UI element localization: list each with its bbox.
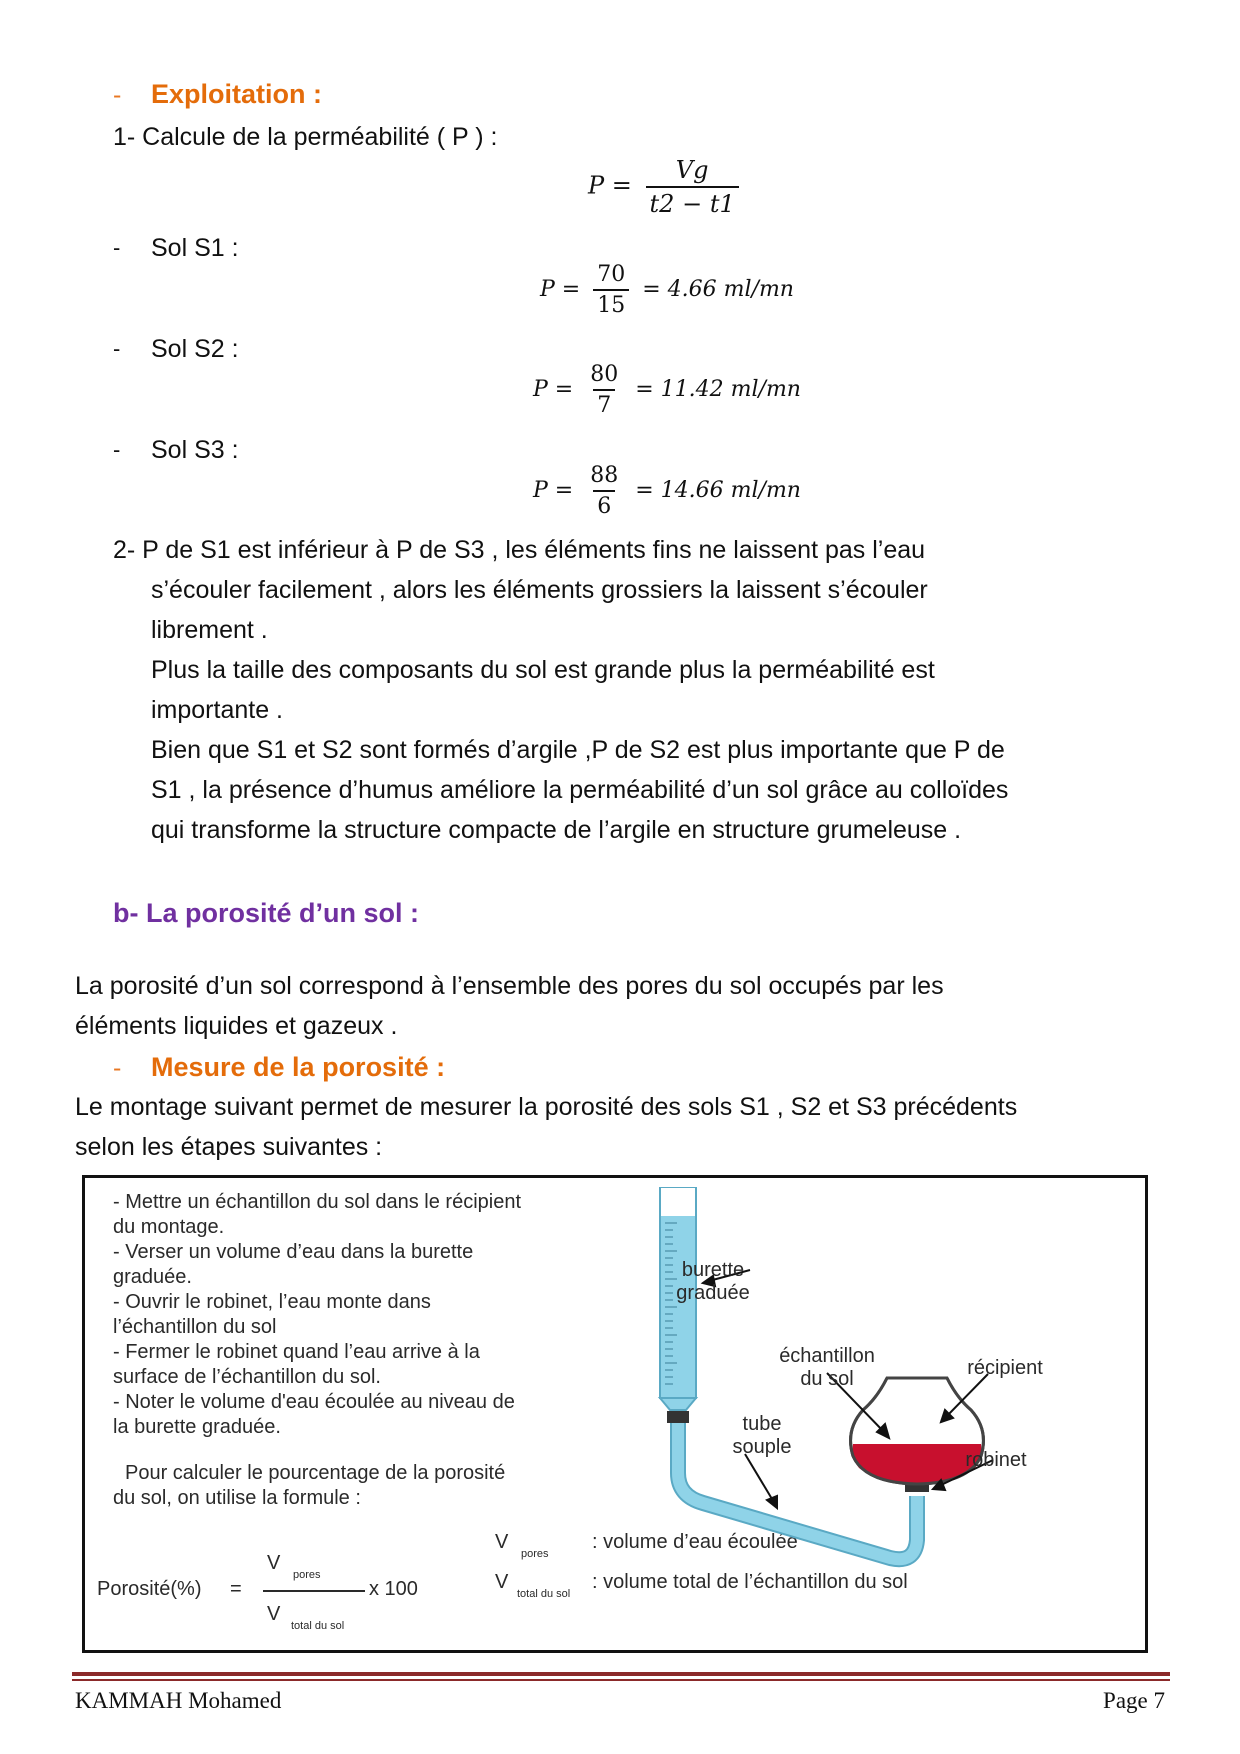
calc-fraction	[586, 463, 622, 519]
intro-line: selon les étapes suivantes :	[75, 1133, 383, 1161]
bullet-dash: -	[113, 437, 121, 462]
label-tube-line2: souple	[732, 1436, 792, 1458]
answer-2-line: S1 , la présence d’humus améliore la perméabilité d’un sol grâce au colloïdes	[151, 776, 1009, 804]
footer-rule-thin	[72, 1679, 1170, 1681]
legend-symbol-sub: total du sol	[517, 1588, 571, 1600]
calc-result: = 11.42 ml/mn	[635, 377, 801, 402]
porosity-formula-denominator-sub: total du sol	[291, 1620, 345, 1632]
soil-label: Sol S1 :	[151, 234, 239, 262]
pointer-tube	[745, 1454, 775, 1504]
figure-calc-intro-line: Pour calculer le pourcentage de la porosité	[125, 1462, 506, 1484]
figure-step-line: la burette graduée.	[113, 1416, 281, 1438]
bullet-dash: -	[113, 1054, 122, 1082]
porosity-formula-numerator: V	[267, 1552, 281, 1574]
figure-step-line: du montage.	[113, 1216, 225, 1238]
figure-calc-intro-line: du sol, on utilise la formule :	[113, 1487, 361, 1509]
calc-denominator: 15	[593, 289, 629, 318]
legend-symbol: V	[495, 1571, 509, 1593]
porosity-formula-multiplier: x 100	[369, 1578, 418, 1600]
figure-step-line: - Verser un volume d’eau dans la burette	[113, 1241, 474, 1263]
calc-fraction	[586, 362, 622, 418]
porosity-formula-label: Porosité(%)	[97, 1578, 202, 1600]
figure-step-line: graduée.	[113, 1266, 192, 1288]
definition-line: éléments liquides et gazeux .	[75, 1012, 398, 1040]
answer-2-line: Plus la taille des composants du sol est grande plus la perméabilité est	[151, 656, 935, 684]
calc-result: = 14.66 ml/mn	[635, 478, 801, 503]
section-heading-porosity: b- La porosité d’un sol :	[113, 898, 419, 928]
porosity-formula-equals: =	[230, 1578, 242, 1600]
burette-clamp	[667, 1411, 689, 1423]
answer-2-line: s’écouler facilement , alors les éléments grossiers la laissent s’écouler	[151, 576, 928, 604]
bullet-dash: -	[113, 235, 121, 260]
calc-lhs: P =	[540, 277, 581, 302]
formula-lhs: P =	[588, 171, 632, 200]
soil-s3-calculation	[533, 463, 801, 519]
figure-step-line: l’échantillon du sol	[113, 1316, 277, 1338]
label-tap: robinet	[965, 1449, 1027, 1471]
footer-page-number: Page 7	[1103, 1688, 1165, 1713]
bullet-dash: -	[113, 81, 122, 109]
answer-2-line: 2- P de S1 est inférieur à P de S3 , les éléments fins ne laissent pas l’eau	[113, 536, 926, 564]
definition-line: La porosité d’un sol correspond à l’ensemble des pores du sol occupés par les	[75, 972, 944, 1000]
label-tube: tube	[742, 1413, 782, 1435]
legend-text: : volume total de l’échantillon du sol	[592, 1571, 908, 1593]
figure-step-line: - Ouvrir le robinet, l’eau monte dans	[113, 1291, 431, 1313]
answer-2-line: importante .	[151, 696, 284, 724]
formula-fraction	[646, 156, 739, 218]
soil-s1-calculation	[540, 262, 794, 318]
section-heading-exploitation: Exploitation :	[151, 79, 322, 109]
calc-numerator: 80	[590, 362, 619, 387]
question-1: 1- Calcule de la perméabilité ( P ) :	[113, 123, 498, 151]
calc-denominator: 7	[593, 389, 615, 418]
formula-denominator: t2 − t1	[646, 186, 739, 218]
soil-label: Sol S2 :	[151, 335, 239, 363]
calc-result: = 4.66 ml/mn	[642, 277, 794, 302]
permeability-formula	[588, 156, 745, 218]
soil-label: Sol S3 :	[151, 436, 239, 464]
label-sample: échantillon	[779, 1345, 875, 1367]
subheading-measure: Mesure de la porosité :	[151, 1052, 446, 1082]
bullet-dash: -	[113, 336, 121, 361]
calc-numerator: 70	[597, 262, 626, 287]
porosity-figure	[82, 1175, 1148, 1653]
answer-2-line: qui transforme la structure compacte de l’argile en structure grumeleuse .	[151, 816, 962, 844]
soil-s2-calculation	[533, 362, 801, 418]
figure-step-line: surface de l’échantillon du sol.	[113, 1366, 381, 1388]
porosity-apparatus-drawing	[85, 1178, 1145, 1650]
legend-symbol-sub: pores	[521, 1548, 549, 1560]
calc-fraction	[593, 262, 629, 318]
figure-step-line: - Fermer le robinet quand l’eau arrive à la	[113, 1341, 480, 1363]
calc-lhs: P =	[533, 478, 574, 503]
porosity-formula-denominator: V	[267, 1603, 281, 1625]
figure-step-line: - Mettre un échantillon du sol dans le récipient	[113, 1191, 522, 1213]
porosity-formula-numerator-sub: pores	[293, 1569, 321, 1581]
label-burette: burette	[681, 1259, 745, 1281]
answer-2-line: librement .	[151, 616, 268, 644]
burette-top	[660, 1188, 696, 1216]
figure-step-line: - Noter le volume d'eau écoulée au niveau de	[113, 1391, 515, 1413]
calc-lhs: P =	[533, 377, 574, 402]
legend-symbol: V	[495, 1531, 509, 1553]
label-container: récipient	[967, 1357, 1043, 1379]
label-burette-line2: graduée	[676, 1282, 750, 1304]
answer-2-line: Bien que S1 et S2 sont formés d’argile ,P de S2 est plus importante que P de	[151, 736, 1005, 764]
footer-author: KAMMAH Mohamed	[75, 1688, 282, 1713]
intro-line: Le montage suivant permet de mesurer la porosité des sols S1 , S2 et S3 précédents	[75, 1093, 1018, 1121]
calc-denominator: 6	[593, 490, 615, 519]
legend-text: : volume d’eau écoulée	[592, 1531, 798, 1553]
formula-numerator: Vg	[675, 156, 709, 184]
label-sample-line2: du sol	[800, 1368, 854, 1390]
calc-numerator: 88	[590, 463, 619, 488]
footer-rule	[72, 1672, 1170, 1676]
